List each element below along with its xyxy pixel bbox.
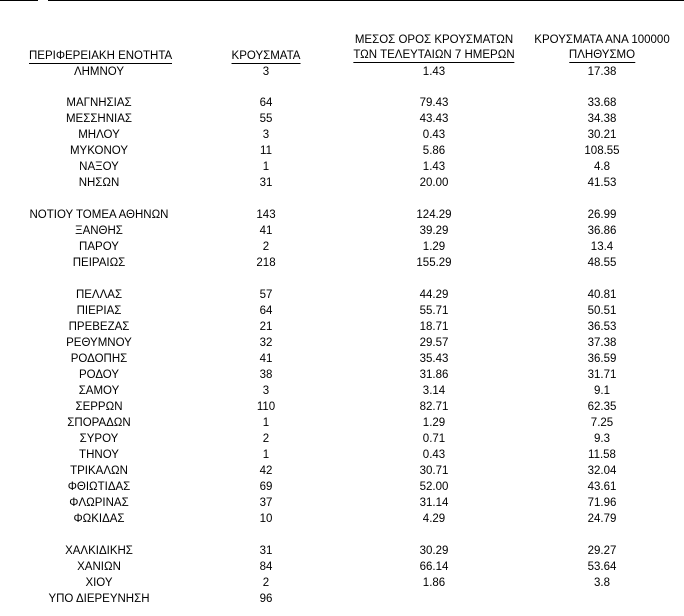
- cases-cell: 21: [259, 321, 273, 333]
- table-row: [0, 415, 684, 431]
- per100k-cell: 36.86: [587, 225, 617, 237]
- cases-cell: 42: [259, 465, 273, 477]
- cases-cell: 32: [259, 337, 273, 349]
- per100k-cell: 53.64: [587, 561, 617, 573]
- region-cell: ΣΠΟΡΑΔΩΝ: [67, 417, 131, 429]
- region-cell: ΧΑΝΙΩΝ: [77, 561, 121, 573]
- cases-cell: 3: [262, 66, 270, 78]
- region-cell: ΜΑΓΝΗΣΙΑΣ: [66, 97, 132, 109]
- avg-cell: 31.86: [419, 369, 449, 381]
- per100k-cell: 43.61: [587, 481, 617, 493]
- table-row: [0, 495, 684, 511]
- per100k-cell: 71.96: [587, 497, 617, 509]
- table-row: [0, 399, 684, 415]
- header-per100k: [534, 33, 669, 63]
- header-region: ΠΕΡΙΦΕΡΕΙΑΚΗ ΕΝΟΤΗΤΑ: [29, 50, 173, 62]
- per100k-cell: 36.53: [587, 321, 617, 333]
- top-rule-right: [48, 0, 684, 1]
- table-row: [0, 159, 684, 175]
- header-cases: ΚΡΟΥΣΜΑΤΑ: [231, 50, 301, 62]
- cases-cell: 1: [262, 417, 270, 429]
- avg-cell: 1.43: [422, 161, 446, 173]
- avg-cell: 55.71: [419, 305, 449, 317]
- per100k-cell: 29.27: [587, 545, 617, 557]
- cases-cell: 10: [259, 513, 273, 525]
- region-cell: ΣΥΡΟΥ: [79, 433, 119, 445]
- cases-cell: 3: [262, 129, 270, 141]
- avg-cell: 124.29: [416, 209, 452, 221]
- cases-cell: 3: [262, 385, 270, 397]
- table-row: [0, 319, 684, 335]
- region-cell: ΜΕΣΣΗΝΙΑΣ: [65, 113, 133, 125]
- region-cell: ΝΗΣΩΝ: [78, 177, 120, 189]
- per100k-cell: 41.53: [587, 177, 617, 189]
- cases-cell: 64: [259, 97, 273, 109]
- avg-cell: 0.71: [422, 433, 446, 445]
- avg-cell: 35.43: [419, 353, 449, 365]
- table-row: [0, 383, 684, 399]
- per100k-cell: 30.21: [587, 129, 617, 141]
- region-cell: ΣΑΜΟΥ: [78, 385, 120, 397]
- avg-cell: 1.43: [422, 66, 446, 78]
- cases-cell: 96: [259, 593, 273, 605]
- per100k-cell: 62.35: [587, 401, 617, 413]
- table-row: [0, 239, 684, 255]
- avg-cell: 155.29: [416, 257, 452, 269]
- table-row: [0, 143, 684, 159]
- table-row: [0, 575, 684, 591]
- per100k-cell: 50.51: [587, 305, 617, 317]
- avg-cell: 20.00: [419, 177, 449, 189]
- per100k-cell: 108.55: [584, 145, 620, 157]
- avg-cell: 1.29: [422, 241, 446, 253]
- per100k-cell: 48.55: [587, 257, 617, 269]
- avg-cell: 66.14: [419, 561, 449, 573]
- cases-cell: 41: [259, 225, 273, 237]
- table-row: [0, 303, 684, 319]
- per100k-cell: 33.68: [587, 97, 617, 109]
- cases-cell: 69: [259, 481, 273, 493]
- region-cell: ΤΡΙΚΑΛΩΝ: [70, 465, 128, 477]
- cases-cell: 11: [260, 145, 272, 157]
- avg-cell: 43.43: [419, 113, 449, 125]
- per100k-cell: 32.04: [587, 465, 617, 477]
- cases-cell: 84: [259, 561, 273, 573]
- table-row: [0, 559, 684, 575]
- header-per100k-line2: ΠΛΗΘΥΣΜΟ: [568, 49, 636, 61]
- cases-cell: 218: [256, 257, 276, 269]
- avg-cell: 1.29: [422, 417, 446, 429]
- per100k-cell: 11.58: [588, 449, 616, 461]
- region-cell: ΝΑΞΟΥ: [79, 161, 119, 173]
- header-avg-line2: ΤΩΝ ΤΕΛΕΥΤΑΙΩΝ 7 ΗΜΕΡΩΝ: [353, 49, 515, 61]
- table-row: [0, 479, 684, 495]
- table-row: [0, 287, 684, 303]
- header-avg-line1: ΜΕΣΟΣ ΟΡΟΣ ΚΡΟΥΣΜΑΤΩΝ: [354, 34, 514, 46]
- table-row: [0, 447, 684, 463]
- region-cell: ΠΙΕΡΙΑΣ: [76, 305, 122, 317]
- region-cell: ΦΩΚΙΔΑΣ: [73, 513, 125, 525]
- cases-cell: 2: [262, 241, 270, 253]
- table-row: [0, 95, 684, 111]
- region-cell: ΜΗΛΟΥ: [78, 129, 120, 141]
- avg-cell: 1.86: [422, 577, 446, 589]
- table-row: [0, 431, 684, 447]
- cases-cell: 1: [262, 161, 270, 173]
- cases-cell: 38: [259, 369, 273, 381]
- cases-cell: 2: [262, 433, 270, 445]
- region-cell: ΡΟΔΟΥ: [78, 369, 120, 381]
- region-cell: ΠΑΡΟΥ: [79, 241, 119, 253]
- cases-cell: 64: [259, 305, 273, 317]
- table-row: [0, 351, 684, 367]
- avg-cell: 30.29: [419, 545, 449, 557]
- per100k-cell: 9.1: [594, 385, 610, 397]
- avg-cell: 31.14: [419, 497, 449, 509]
- avg-cell: 79.43: [419, 97, 449, 109]
- avg-cell: 0.43: [422, 449, 446, 461]
- table-row: [0, 463, 684, 479]
- table-row: [0, 511, 684, 527]
- region-cell: ΦΘΙΩΤΙΔΑΣ: [67, 481, 131, 493]
- region-cell: ΤΗΝΟΥ: [79, 449, 119, 461]
- avg-cell: 0.43: [422, 129, 446, 141]
- region-cell: ΥΠΟ ΔΙΕΡΕΥΝΗΣΗ: [48, 593, 150, 605]
- per100k-cell: 7.25: [590, 417, 614, 429]
- avg-cell: 5.86: [422, 145, 446, 157]
- cases-cell: 1: [262, 449, 270, 461]
- region-cell: ΡΟΔΟΠΗΣ: [70, 353, 128, 365]
- region-cell: ΦΛΩΡΙΝΑΣ: [69, 497, 129, 509]
- table-row: [0, 367, 684, 383]
- avg-cell: 4.29: [422, 513, 446, 525]
- avg-cell: 52.00: [419, 481, 449, 493]
- region-cell: ΠΕΙΡΑΙΩΣ: [72, 257, 126, 269]
- table-row: [0, 543, 684, 559]
- cases-cell: 143: [256, 209, 276, 221]
- header-avg: [353, 33, 514, 63]
- table-row: [0, 591, 684, 607]
- table-row: [0, 175, 684, 191]
- avg-cell: 44.29: [419, 289, 449, 301]
- region-cell: ΛΗΜΝΟΥ: [73, 66, 125, 78]
- table-row: [0, 207, 684, 223]
- per100k-cell: 13.4: [590, 241, 614, 253]
- table-row: [0, 64, 684, 80]
- cases-cell: 31: [259, 545, 273, 557]
- region-cell: ΠΕΛΛΑΣ: [75, 289, 123, 301]
- region-cell: ΜΥΚΟΝΟΥ: [69, 145, 129, 157]
- region-cell: ΧΙΟΥ: [85, 577, 113, 589]
- avg-cell: 82.71: [419, 401, 449, 413]
- cases-cell: 57: [259, 289, 273, 301]
- per100k-cell: 24.79: [587, 513, 617, 525]
- per100k-cell: 34.38: [587, 113, 617, 125]
- region-cell: ΧΑΛΚΙΔΙΚΗΣ: [65, 545, 133, 557]
- region-cell: ΣΕΡΡΩΝ: [75, 401, 123, 413]
- region-cell: ΝΟΤΙΟΥ ΤΟΜΕΑ ΑΘΗΝΩΝ: [29, 209, 169, 221]
- avg-cell: 29.57: [419, 337, 449, 349]
- table-row: [0, 255, 684, 271]
- cases-cell: 41: [259, 353, 273, 365]
- per100k-cell: 3.8: [594, 577, 610, 589]
- region-cell: ΞΑΝΘΗΣ: [75, 225, 123, 237]
- region-cell: ΠΡΕΒΕΖΑΣ: [68, 321, 130, 333]
- table-row: [0, 111, 684, 127]
- table-row: [0, 127, 684, 143]
- cases-cell: 31: [259, 177, 273, 189]
- avg-cell: 3.14: [422, 385, 446, 397]
- table-row: [0, 335, 684, 351]
- per100k-cell: 9.3: [594, 433, 610, 445]
- region-cell: ΡΕΘΥΜΝΟΥ: [66, 337, 132, 349]
- per100k-cell: 31.71: [587, 369, 617, 381]
- top-rule-left: [0, 0, 38, 1]
- per100k-cell: 26.99: [587, 209, 617, 221]
- avg-cell: 18.71: [419, 321, 449, 333]
- avg-cell: 30.71: [419, 465, 449, 477]
- cases-cell: 110: [256, 401, 276, 413]
- per100k-cell: 36.59: [587, 353, 617, 365]
- cases-cell: 2: [262, 577, 270, 589]
- cases-cell: 37: [259, 497, 273, 509]
- cases-cell: 55: [259, 113, 273, 125]
- per100k-cell: 40.81: [587, 289, 617, 301]
- per100k-cell: 37.38: [587, 337, 617, 349]
- header-per100k-line1: ΚΡΟΥΣΜΑΤΑ ΑΝΑ 100000: [534, 34, 670, 46]
- per100k-cell: 17.38: [587, 66, 617, 78]
- per100k-cell: 4.8: [594, 161, 610, 173]
- table-row: [0, 223, 684, 239]
- avg-cell: 39.29: [419, 225, 449, 237]
